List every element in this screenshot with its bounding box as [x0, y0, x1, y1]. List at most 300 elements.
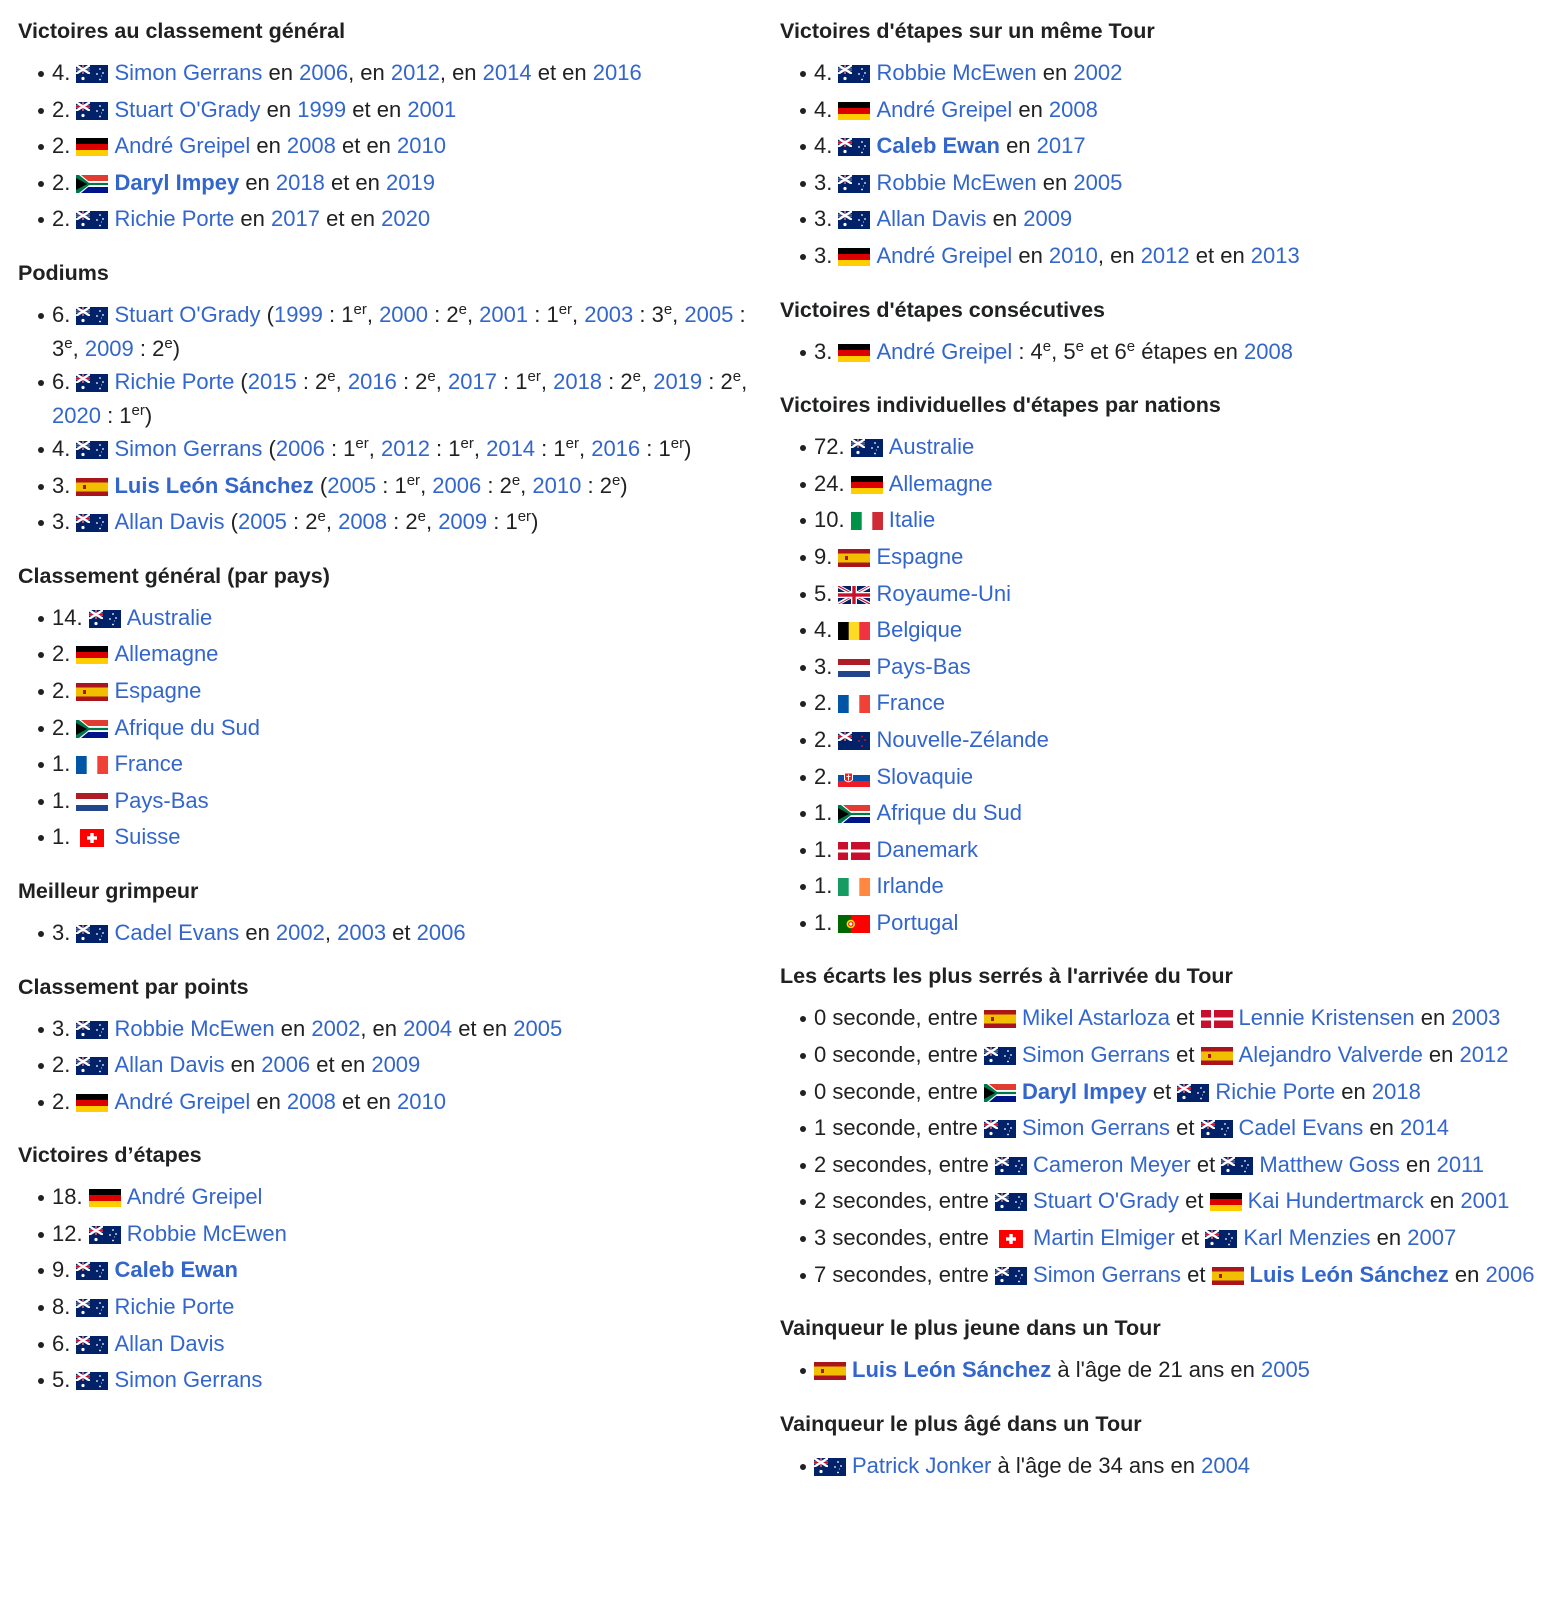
link[interactable]: 2019: [653, 368, 703, 394]
section-list: [780, 416, 1548, 935]
text: 4.: [814, 60, 839, 85]
link[interactable]: Richie Porte: [114, 368, 235, 394]
australia-flag-icon: [76, 514, 108, 532]
ordinal-suffix: er: [131, 401, 145, 419]
text: 3.: [52, 472, 77, 498]
text: 2 secondes, entre: [814, 1151, 996, 1177]
link[interactable]: Nouvelle-Zélande: [876, 726, 1049, 752]
text: (: [234, 368, 248, 394]
text: ): [684, 435, 692, 461]
list-item: [18, 207, 760, 231]
link[interactable]: André Greipel: [114, 1088, 251, 1114]
list-item: [780, 1080, 1548, 1104]
list-item: [18, 1017, 760, 1041]
link-bold[interactable]: Luis León Sánchez: [114, 472, 314, 498]
link[interactable]: 2016: [347, 368, 397, 394]
list-item: [18, 1332, 760, 1356]
text: en: [1423, 1188, 1461, 1214]
list-item: [18, 642, 760, 666]
link[interactable]: 2008: [286, 1088, 336, 1114]
link[interactable]: 2012: [1140, 242, 1190, 268]
link-bold[interactable]: Caleb Ewan: [114, 1257, 238, 1283]
ordinal-suffix: e: [417, 508, 426, 526]
text: : 2: [387, 509, 418, 535]
link[interactable]: 2006: [275, 435, 325, 461]
link-bold[interactable]: Daryl Impey: [1022, 1078, 1147, 1104]
link[interactable]: Martin Elmiger: [1033, 1225, 1175, 1251]
list-item: [18, 510, 760, 534]
text: 2.: [52, 206, 77, 232]
text: 1.: [52, 787, 77, 813]
link[interactable]: 2014: [1400, 1115, 1449, 1141]
text: étapes en: [1135, 338, 1244, 364]
australia-flag-icon: [76, 1336, 108, 1354]
link[interactable]: Pays-Bas: [114, 787, 209, 813]
link[interactable]: Cadel Evans: [1238, 1115, 1364, 1141]
link[interactable]: 2001: [1460, 1188, 1510, 1214]
link[interactable]: Matthew Goss: [1259, 1151, 1400, 1177]
list-item: [18, 679, 760, 703]
link[interactable]: 2001: [407, 96, 457, 122]
link[interactable]: 2010: [397, 133, 446, 159]
link[interactable]: Slovaquie: [876, 763, 974, 789]
text: 5.: [814, 580, 839, 606]
switzerland-flag-icon: [995, 1230, 1027, 1248]
list-item: [780, 728, 1548, 752]
link-bold[interactable]: Daryl Impey: [114, 169, 240, 195]
link[interactable]: 2019: [386, 169, 435, 195]
text: : 2: [428, 301, 459, 327]
text: et: [1169, 1115, 1201, 1141]
text: à l'âge de 34 ans en: [991, 1452, 1202, 1478]
text: : 2: [702, 368, 733, 394]
text: en: [999, 133, 1037, 159]
link[interactable]: André Greipel: [126, 1184, 263, 1210]
link[interactable]: 2013: [1250, 242, 1300, 268]
text: en: [1012, 242, 1049, 268]
link[interactable]: Portugal: [876, 909, 959, 935]
list-item: [780, 472, 1548, 496]
link[interactable]: Allan Davis: [876, 206, 987, 232]
list-item: [18, 365, 760, 433]
ordinal-suffix: e: [1126, 337, 1136, 355]
link[interactable]: 2005: [1260, 1357, 1310, 1383]
link[interactable]: Espagne: [876, 543, 964, 569]
link[interactable]: Richie Porte: [114, 206, 235, 232]
link[interactable]: 2002: [311, 1015, 361, 1041]
link[interactable]: Allan Davis: [114, 1330, 225, 1356]
text: en: [262, 60, 300, 85]
link[interactable]: 2005: [684, 301, 734, 327]
text: 0 seconde, entre: [814, 1005, 985, 1031]
link[interactable]: 2017: [447, 368, 497, 394]
australia-flag-icon: [76, 65, 108, 83]
text: ): [172, 335, 181, 361]
link[interactable]: 2008: [286, 133, 336, 159]
australia-flag-icon: [1177, 1084, 1209, 1102]
list-item: [18, 921, 760, 945]
ordinal-suffix: er: [565, 434, 579, 452]
link[interactable]: 2018: [553, 368, 603, 394]
link[interactable]: 2016: [591, 435, 641, 461]
text: : 2: [581, 472, 612, 498]
link[interactable]: 2003: [1451, 1005, 1501, 1031]
section-list: [18, 902, 760, 945]
link[interactable]: 2006: [416, 919, 466, 945]
text: 9.: [52, 1257, 77, 1283]
australia-flag-icon: [89, 1226, 121, 1244]
text: , en: [439, 60, 483, 85]
germany-flag-icon: [838, 344, 870, 362]
link[interactable]: 2018: [1371, 1078, 1421, 1104]
link[interactable]: André Greipel: [876, 242, 1013, 268]
text: en: [1370, 1225, 1408, 1251]
list-item: [18, 825, 760, 849]
list-item: [18, 171, 760, 195]
australia-flag-icon: [76, 441, 108, 459]
section-list: [18, 587, 760, 850]
list-item: [780, 1263, 1548, 1287]
spain-flag-icon: [1201, 1047, 1233, 1065]
australia-flag-icon: [76, 211, 108, 229]
list-item: [18, 716, 760, 740]
link[interactable]: 2009: [438, 509, 488, 535]
list-item: [780, 61, 1548, 85]
text: 10.: [814, 507, 851, 533]
australia-flag-icon: [995, 1157, 1027, 1175]
text: : 1: [487, 509, 518, 535]
link[interactable]: 2020: [381, 206, 431, 232]
link[interactable]: 2016: [592, 60, 642, 85]
link-bold[interactable]: Luis León Sánchez: [852, 1357, 1052, 1383]
link[interactable]: 2003: [584, 301, 634, 327]
link[interactable]: Simon Gerrans: [1033, 1261, 1181, 1287]
link[interactable]: Simon Gerrans: [114, 1367, 263, 1393]
link[interactable]: Stuart O'Grady: [1033, 1188, 1180, 1214]
link[interactable]: 2005: [1073, 169, 1123, 195]
section-heading: Vainqueur le plus jeune dans un Tour: [780, 1316, 1161, 1341]
link[interactable]: France: [876, 690, 945, 716]
text: 1.: [814, 836, 839, 862]
link[interactable]: 2011: [1436, 1151, 1484, 1177]
text: et: [1169, 1042, 1201, 1068]
link[interactable]: 2003: [337, 919, 387, 945]
list-item: [780, 1116, 1548, 1140]
link[interactable]: Stuart O'Grady: [114, 301, 261, 327]
germany-flag-icon: [76, 138, 108, 156]
link[interactable]: 2009: [371, 1052, 421, 1078]
list-item: [780, 1006, 1548, 1030]
link[interactable]: 2017: [1036, 133, 1086, 159]
ordinal-suffix: e: [458, 300, 467, 318]
link[interactable]: 2012: [1459, 1042, 1509, 1068]
link[interactable]: Allan Davis: [114, 509, 225, 535]
text: 6.: [52, 301, 77, 327]
text: 1.: [52, 824, 77, 850]
link[interactable]: 2005: [327, 472, 377, 498]
link[interactable]: 2002: [1073, 60, 1123, 85]
ordinal-suffix: e: [427, 367, 436, 385]
link[interactable]: Robbie McEwen: [876, 169, 1037, 195]
link-bold[interactable]: Caleb Ewan: [876, 133, 1000, 159]
ordinal-suffix: e: [732, 367, 742, 385]
text: 2.: [52, 677, 77, 703]
new-zealand-flag-icon: [838, 732, 870, 750]
link[interactable]: Alejandro Valverde: [1238, 1042, 1423, 1068]
link[interactable]: Robbie McEwen: [114, 1015, 275, 1041]
link[interactable]: Robbie McEwen: [126, 1220, 287, 1246]
australia-flag-icon: [995, 1193, 1027, 1211]
list-item: [780, 691, 1548, 715]
link[interactable]: 2005: [513, 1015, 563, 1041]
text: : 2: [286, 509, 318, 535]
australia-flag-icon: [89, 610, 121, 628]
link[interactable]: Espagne: [114, 677, 202, 703]
spain-flag-icon: [814, 1362, 846, 1380]
text: , 5: [1051, 338, 1076, 364]
list-item: [18, 134, 760, 158]
link[interactable]: André Greipel: [876, 338, 1013, 364]
list-item: [18, 752, 760, 776]
text: : 2: [481, 472, 512, 498]
belgium-flag-icon: [838, 622, 870, 640]
list-item: [780, 435, 1548, 459]
link[interactable]: 2014: [486, 435, 536, 461]
ireland-flag-icon: [838, 878, 870, 896]
link[interactable]: Simon Gerrans: [1022, 1115, 1170, 1141]
text: et en: [310, 1052, 372, 1078]
list-item: [780, 508, 1548, 532]
link[interactable]: Simon Gerrans: [1022, 1042, 1170, 1068]
link[interactable]: Richie Porte: [114, 1294, 235, 1320]
text: ,: [466, 301, 480, 327]
text: : 1: [322, 301, 354, 327]
link[interactable]: 2009: [1023, 206, 1073, 232]
portugal-flag-icon: [838, 915, 870, 933]
australia-flag-icon: [76, 374, 108, 392]
australia-flag-icon: [76, 1372, 108, 1390]
link[interactable]: Afrique du Sud: [876, 800, 1023, 826]
left-section-5: [18, 1126, 760, 1392]
link[interactable]: Italie: [888, 507, 936, 533]
link[interactable]: Pays-Bas: [876, 653, 971, 679]
link[interactable]: Allemagne: [888, 470, 993, 496]
section-list: [780, 1339, 1548, 1382]
text: 3.: [814, 653, 839, 679]
text: 8.: [52, 1294, 77, 1320]
germany-flag-icon: [851, 476, 883, 494]
section-list: [780, 1435, 1548, 1478]
text: en: [1399, 1151, 1437, 1177]
text: et: [386, 919, 417, 945]
link[interactable]: 2020: [52, 402, 101, 428]
list-item: [780, 1226, 1548, 1250]
link[interactable]: 2012: [390, 60, 440, 85]
text: : 1: [376, 472, 407, 498]
link[interactable]: Afrique du Sud: [114, 714, 261, 740]
text: et: [1174, 1225, 1206, 1251]
text: 72.: [814, 434, 851, 460]
list-item: [18, 606, 760, 630]
link[interactable]: 2007: [1407, 1225, 1457, 1251]
text: ,: [420, 472, 433, 498]
left-column: [18, 0, 780, 1610]
link[interactable]: Australie: [126, 604, 213, 630]
link[interactable]: 2008: [1243, 338, 1293, 364]
france-flag-icon: [838, 695, 870, 713]
text: 2.: [52, 1052, 77, 1078]
list-item: [18, 1222, 760, 1246]
link[interactable]: Suisse: [114, 824, 181, 850]
section-heading: Victoires d’étapes: [18, 1143, 202, 1168]
text: 18.: [52, 1184, 89, 1210]
text: en: [1012, 96, 1049, 122]
link[interactable]: 2009: [84, 335, 134, 361]
australia-flag-icon: [76, 1299, 108, 1317]
text: : 1: [496, 368, 528, 394]
link[interactable]: Karl Menzies: [1243, 1225, 1371, 1251]
ordinal-suffix: er: [406, 471, 421, 489]
ordinal-suffix: er: [353, 300, 367, 318]
south-africa-flag-icon: [76, 175, 108, 193]
list-item: [780, 874, 1548, 898]
ordinal-suffix: er: [558, 300, 573, 318]
australia-flag-icon: [838, 65, 870, 83]
south-africa-flag-icon: [838, 805, 870, 823]
text: 5.: [52, 1367, 77, 1393]
link[interactable]: Australie: [888, 434, 975, 460]
ordinal-suffix: e: [1075, 337, 1084, 355]
left-section-3: [18, 862, 760, 945]
link[interactable]: 2014: [482, 60, 532, 85]
link[interactable]: André Greipel: [876, 96, 1013, 122]
list-item: [780, 1358, 1548, 1382]
link[interactable]: Cadel Evans: [114, 919, 240, 945]
link[interactable]: Robbie McEwen: [876, 60, 1037, 85]
list-item: [780, 1153, 1548, 1177]
link[interactable]: Danemark: [876, 836, 978, 862]
link[interactable]: 2006: [299, 60, 349, 85]
section-list: [18, 998, 760, 1114]
text: en: [250, 1088, 287, 1114]
australia-flag-icon: [984, 1120, 1016, 1138]
link[interactable]: 2017: [271, 206, 320, 232]
text: à l'âge de 21 ans en: [1051, 1357, 1261, 1383]
text: en: [260, 96, 298, 122]
link[interactable]: 1999: [297, 96, 347, 122]
text: 4.: [814, 617, 839, 643]
link[interactable]: 2006: [432, 472, 482, 498]
text: 2.: [52, 96, 77, 122]
section-heading: Victoires d'étapes consécutives: [780, 297, 1105, 322]
link[interactable]: Royaume-Uni: [876, 580, 1011, 606]
link[interactable]: 2008: [338, 509, 388, 535]
link[interactable]: Lennie Kristensen: [1238, 1005, 1415, 1031]
link[interactable]: Simon Gerrans: [114, 435, 263, 461]
link[interactable]: 2015: [247, 368, 297, 394]
link[interactable]: Richie Porte: [1215, 1078, 1336, 1104]
link[interactable]: Kai Hundertmarck: [1247, 1188, 1424, 1214]
text: 1.: [814, 873, 839, 899]
germany-flag-icon: [76, 1094, 108, 1112]
south-africa-flag-icon: [984, 1084, 1016, 1102]
link[interactable]: 1999: [273, 301, 323, 327]
link[interactable]: Simon Gerrans: [114, 60, 263, 85]
link[interactable]: Patrick Jonker: [852, 1452, 992, 1478]
text: 3.: [52, 509, 77, 535]
text: 2.: [52, 133, 77, 159]
link[interactable]: 2001: [479, 301, 529, 327]
link[interactable]: 2002: [275, 919, 325, 945]
text: ,: [672, 301, 685, 327]
netherlands-flag-icon: [838, 659, 870, 677]
ordinal-suffix: e: [164, 334, 173, 352]
link[interactable]: Allan Davis: [114, 1052, 225, 1078]
link[interactable]: 2018: [275, 169, 325, 195]
text: 3.: [814, 169, 839, 195]
text: en: [1335, 1078, 1372, 1104]
link[interactable]: 2005: [237, 509, 287, 535]
link[interactable]: André Greipel: [114, 133, 251, 159]
ordinal-suffix: er: [460, 434, 474, 452]
text: 3.: [814, 206, 839, 232]
link[interactable]: Belgique: [876, 617, 963, 643]
australia-flag-icon: [984, 1047, 1016, 1065]
text: : 1: [528, 301, 559, 327]
link[interactable]: Irlande: [876, 873, 944, 899]
link-bold[interactable]: Luis León Sánchez: [1249, 1261, 1449, 1287]
link[interactable]: Stuart O'Grady: [114, 96, 261, 122]
text: (: [260, 301, 274, 327]
link[interactable]: France: [114, 751, 183, 777]
link[interactable]: 2008: [1048, 96, 1098, 122]
text: 1 seconde, entre: [814, 1115, 985, 1141]
link[interactable]: 2010: [1048, 242, 1098, 268]
spain-flag-icon: [76, 683, 108, 701]
link[interactable]: 2012: [380, 435, 430, 461]
text: 3.: [814, 338, 839, 364]
link[interactable]: Allemagne: [114, 641, 219, 667]
text: : 1: [324, 435, 356, 461]
left-section-2: [18, 547, 760, 850]
germany-flag-icon: [89, 1189, 121, 1207]
text: 7 secondes, entre: [814, 1261, 996, 1287]
link[interactable]: 2006: [261, 1052, 311, 1078]
link[interactable]: 2000: [379, 301, 429, 327]
text: ): [531, 509, 539, 535]
text: ,: [366, 301, 380, 327]
text: 4.: [52, 435, 77, 461]
list-item: [780, 134, 1548, 158]
list-item: [780, 337, 1548, 364]
list-item: [780, 207, 1548, 231]
australia-flag-icon: [1221, 1157, 1253, 1175]
link[interactable]: Cameron Meyer: [1033, 1151, 1191, 1177]
list-item: [780, 618, 1548, 642]
text: 6.: [52, 368, 77, 394]
australia-flag-icon: [1201, 1120, 1233, 1138]
text: 9.: [814, 543, 839, 569]
link[interactable]: 2004: [1201, 1452, 1251, 1478]
link[interactable]: 2006: [1485, 1261, 1535, 1287]
link[interactable]: 2010: [397, 1088, 446, 1114]
left-section-1: [18, 244, 760, 534]
link[interactable]: 2010: [532, 472, 582, 498]
text: 3.: [52, 919, 77, 945]
link[interactable]: 2004: [403, 1015, 453, 1041]
text: : 1: [535, 435, 566, 461]
link[interactable]: Mikel Astarloza: [1022, 1005, 1170, 1031]
